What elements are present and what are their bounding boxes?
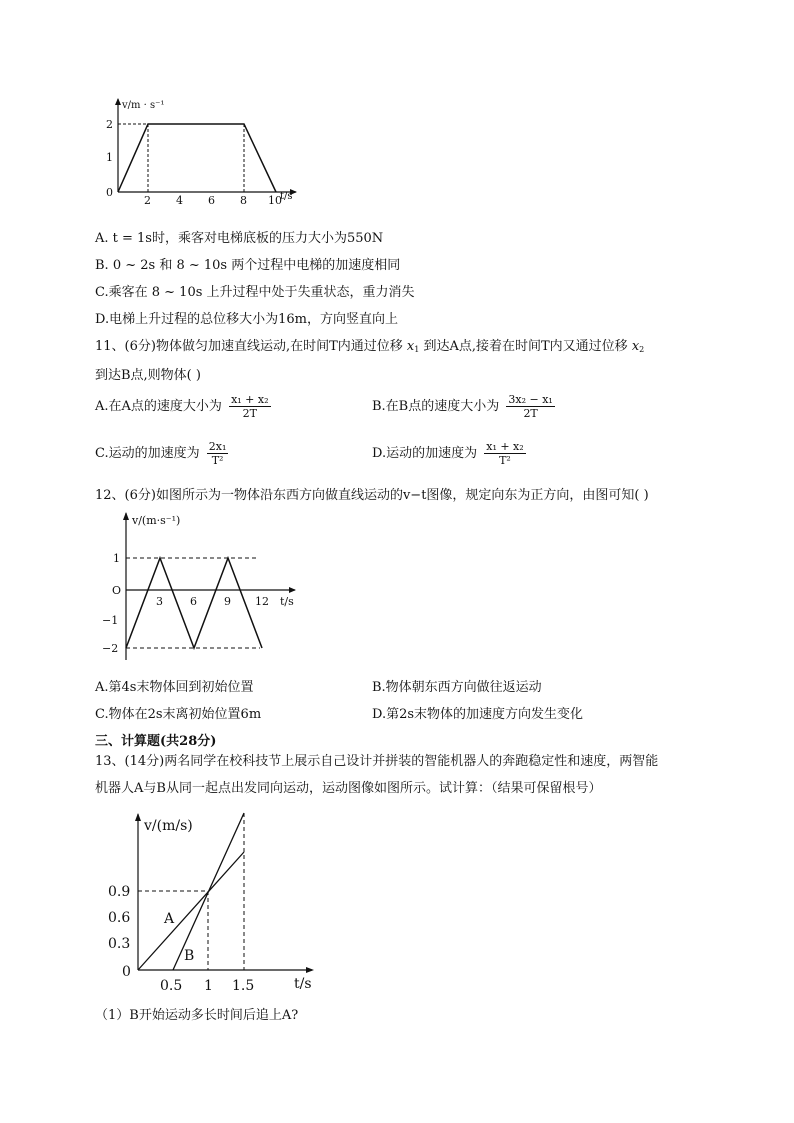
graph1-ytick: 1 bbox=[106, 151, 113, 164]
graph2-xtick: 3 bbox=[156, 595, 163, 608]
graph1-xlabel: t/s bbox=[280, 191, 293, 202]
q11-x2: x bbox=[631, 339, 640, 354]
q12-stem: 12、(6分)如图所示为一物体沿东西方向做直线运动的v−t图像，规定向东为正方向，由图可知( ) bbox=[95, 488, 649, 503]
graph1-ylabel: v/m · s⁻¹ bbox=[122, 100, 165, 111]
q11-c-den: T² bbox=[211, 454, 224, 467]
q13-stem-line1: 13、(14分)两名同学在校科技节上展示自己设计并拼装的智能机器人的奔跑稳定性和速度，两智能 bbox=[95, 754, 659, 769]
graph1-xtick: 6 bbox=[208, 194, 215, 205]
q12-option-d: D.第2s末物体的加速度方向发生变化 bbox=[372, 707, 584, 722]
graph1-xtick: 8 bbox=[240, 194, 247, 205]
q11-d-num: x₁ + x₂ bbox=[486, 440, 524, 453]
q11-x2-sub: 2 bbox=[639, 345, 645, 354]
q13-sub1: （1）B开始运动多长时间后追上A? bbox=[95, 1008, 299, 1023]
graph2-ytick: −1 bbox=[102, 614, 119, 627]
q11-b-den: 2T bbox=[523, 407, 538, 420]
q11-c-text: C.运动的加速度为 bbox=[95, 446, 200, 461]
q11-stem-part1: 11、(6分)物体做匀加速直线运动,在时间T内通过位移 bbox=[95, 339, 403, 354]
q11-d-text: D.运动的加速度为 bbox=[372, 446, 478, 461]
q11-option-d bbox=[372, 440, 526, 467]
q11-a-den: 2T bbox=[242, 407, 257, 420]
graph3-xtick: 1.5 bbox=[232, 978, 255, 994]
q11-x1-sub: 1 bbox=[414, 345, 420, 354]
q11-a-fraction bbox=[229, 393, 270, 420]
q11-x1: x bbox=[406, 339, 415, 354]
graph1-xtick: 10 bbox=[268, 194, 282, 205]
graph2-ylabel: v/(m·s⁻¹) bbox=[132, 514, 181, 527]
graph1-xtick: 2 bbox=[144, 194, 151, 205]
q11-option-a bbox=[95, 393, 271, 420]
q11-option-c bbox=[95, 440, 228, 467]
q11-c-fraction bbox=[207, 440, 229, 467]
q11-option-b bbox=[372, 393, 555, 420]
graph-eastwest-vt bbox=[100, 508, 300, 668]
graph1-ytick: 2 bbox=[106, 118, 113, 131]
q12-option-c: C.物体在2s末离初始位置6m bbox=[95, 707, 262, 722]
graph1-ytick: 0 bbox=[106, 186, 113, 199]
q12-option-a: A.第4s末物体回到初始位置 bbox=[95, 680, 254, 695]
q10-option-c: C.乘客在 8 ~ 10s 上升过程中处于失重状态，重力消失 bbox=[95, 285, 415, 300]
q10-option-b: B. 0 ~ 2s 和 8 ~ 10s 两个过程中电梯的加速度相同 bbox=[95, 258, 401, 273]
graph3-ytick: 0.9 bbox=[108, 884, 131, 900]
graph3-ytick: 0 bbox=[122, 964, 131, 980]
graph3-ytick: 0.3 bbox=[108, 936, 131, 952]
q11-a-num: x₁ + x₂ bbox=[231, 393, 269, 406]
graph2-xtick: 9 bbox=[224, 595, 231, 608]
q11-c-num: 2x₁ bbox=[208, 440, 227, 453]
graph2-ytick: −2 bbox=[102, 642, 119, 655]
graph3-ylabel: v/(m/s) bbox=[144, 818, 193, 834]
q11-d-den: T² bbox=[499, 454, 511, 467]
q11-stem-line1 bbox=[95, 335, 644, 354]
graph3-label-b: B bbox=[184, 948, 195, 964]
q11-d-fraction bbox=[484, 440, 525, 467]
graph3-xtick: 1 bbox=[204, 978, 213, 994]
graph-elevator-vt bbox=[100, 95, 300, 205]
graph3-xlabel: t/s bbox=[294, 976, 312, 992]
graph3-ytick: 0.6 bbox=[108, 910, 131, 926]
graph2-ytick: 1 bbox=[113, 552, 120, 565]
q10-option-d: D.电梯上升过程的总位移大小为16m，方向竖直向上 bbox=[95, 312, 398, 327]
q11-stem-line2: 到达B点,则物体( ) bbox=[95, 368, 201, 383]
graph2-xtick: 12 bbox=[255, 595, 269, 608]
graph2-xlabel: t/s bbox=[280, 595, 294, 608]
graph3-label-a: A bbox=[164, 911, 175, 927]
q13-stem-line2: 机器人A与B从同一起点出发同向运动，运动图像如图所示。试计算：（结果可保留根号） bbox=[95, 781, 602, 796]
section-title: 三、计算题(共28分) bbox=[95, 734, 217, 749]
graph2-xtick: 6 bbox=[190, 595, 197, 608]
q11-b-text: B.在B点的速度大小为 bbox=[372, 399, 500, 414]
q11-a-text: A.在A点的速度大小为 bbox=[95, 399, 222, 414]
graph-robots-vt bbox=[108, 808, 328, 1003]
graph1-xtick: 4 bbox=[176, 194, 183, 205]
q11-b-num: 3x₂ − x₁ bbox=[508, 393, 553, 406]
q11-b-fraction bbox=[506, 393, 554, 420]
graph3-xtick: 0.5 bbox=[160, 978, 183, 994]
q12-option-b: B.物体朝东西方向做往返运动 bbox=[372, 680, 542, 695]
q11-stem-part2: 到达A点,接着在时间T内又通过位移 bbox=[423, 339, 628, 354]
q10-option-a: A. t = 1s时，乘客对电梯底板的压力大小为550N bbox=[95, 231, 384, 246]
graph2-ytick: O bbox=[112, 584, 122, 597]
